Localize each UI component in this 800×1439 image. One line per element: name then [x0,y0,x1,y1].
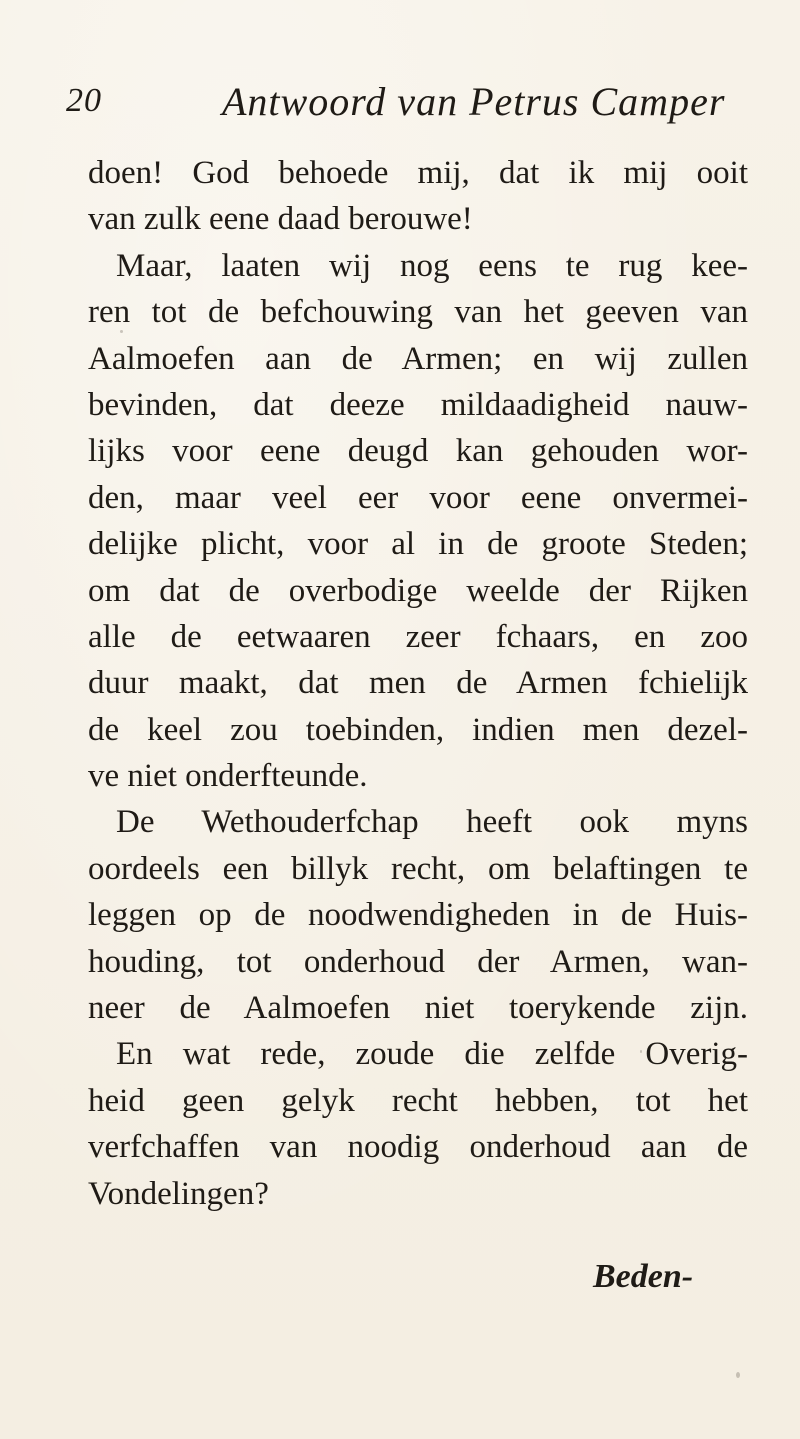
text-line: En wat rede, zoude die zelfde Overig- [116,1036,748,1073]
body-text [88,150,748,1217]
text-line: verfchaffen van noodig onderhoud aan de [88,1129,748,1166]
text-line: alle de eetwaaren zeer fchaars, en zoo [88,618,748,655]
text-line: Maar, laaten wij nog eens te rug kee- [116,247,748,284]
text-line: den, maar veel eer voor eene onvermei- [88,479,748,516]
text-line: delijke plicht, voor al in de groote Steden; [88,526,748,563]
text-line: oordeels een billyk recht, om belaftingen te [88,850,748,887]
running-title: Antwoord van Petrus Camper [222,79,726,124]
text-line: Aalmoefen aan de Armen; en wij zullen [88,340,748,377]
page-number: 20 [66,82,102,119]
text-line: heid geen gelyk recht hebben, tot het [88,1082,748,1119]
paper-speck [640,1050,642,1053]
text-line: bevinden, dat deeze mildaadigheid nauw- [88,386,748,423]
text-line: doen! God behoede mij, dat ik mij ooit [88,155,748,191]
page-header [0,78,800,128]
text-line: leggen op de noodwendigheden in de Huis- [88,897,748,934]
text-line: neer de Aalmoefen niet toerykende zijn. [88,990,748,1027]
text-line: ve niet onderfteunde. [88,758,368,795]
text-line: lijks voor eene deugd kan gehouden wor- [88,433,748,470]
text-line: van zulk eene daad berouwe! [88,201,473,238]
text-line: houding, tot onderhoud der Armen, wan- [88,943,748,980]
text-line: om dat de overbodige weelde der Rijken [88,572,748,609]
text-line: ren tot de befchouwing van het geeven van [88,294,748,331]
text-line: duur maakt, dat men de Armen fchielijk [88,665,748,702]
text-line: de keel zou toebinden, indien men dezel- [88,711,748,748]
catchword: Beden- [593,1258,694,1295]
text-line: Vondelingen? [88,1175,269,1212]
paper-speck [736,1372,740,1378]
text-line: De Wethouderfchap heeft ook myns [116,804,748,841]
paper-speck [120,330,123,333]
